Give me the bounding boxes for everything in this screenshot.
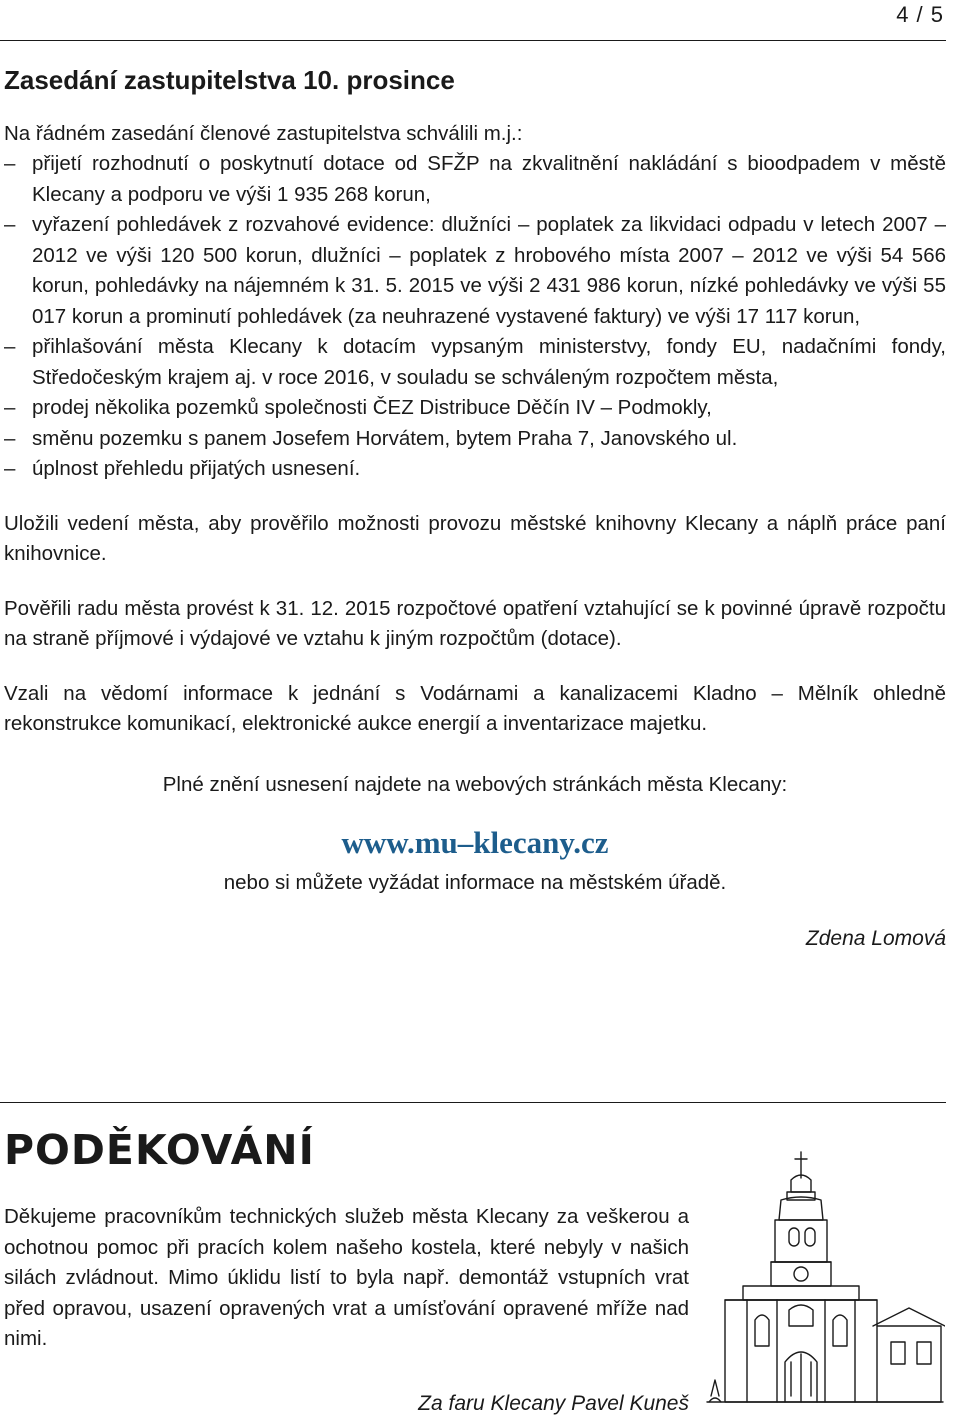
section-title: Zasedání zastupitelstva 10. prosince [4, 65, 455, 95]
top-divider [0, 40, 946, 41]
list-item [4, 454, 946, 485]
resolution-list [4, 149, 946, 485]
thanks-text: Děkujeme pracovníkům technických služeb města Klecany za veškerou a ochotnou pomoc při pracích kolem našeho kostela, které nebyly v našich silách zvládnout. Mimo úklidu listí to byla např. demontáž vstupních vrat před opravou, usazení opravených vrat a umísťování opravené mříže nad nimi. [4, 1205, 689, 1350]
website-link[interactable]: www.mu–klecany.cz [341, 824, 609, 860]
section-divider [0, 1102, 946, 1103]
list-item [4, 149, 946, 210]
thanks-signature: Za faru Klecany Pavel Kuneš [418, 1391, 689, 1415]
author-signature: Zdena Lomová [805, 926, 946, 950]
page-number: 4 / 5 [896, 2, 944, 27]
list-item-text: přihlašování města Klecany k dotacím vypsaným ministerstvy, fondy EU, nadačními fondy, Středočeským krajem aj. v roce 2016, v souladu se schváleným rozpočtem města, [32, 335, 946, 389]
intro-text: Na řádném zasedání členové zastupitelstva schválili m.j.: [4, 122, 523, 145]
budget-paragraph: Pověřili radu města provést k 31. 12. 2015 rozpočtové opatření vztahující se k povinné úpravě rozpočtu na straně příjmové i výdajové ve vztahu k jiným rozpočtům (dotace). [4, 596, 946, 650]
thanks-section [4, 1126, 689, 1419]
thanks-title: PODĚKOVÁNÍ [4, 1126, 315, 1174]
office-note: nebo si můžete vyžádat informace na městském úřadě. [223, 870, 727, 894]
list-item-text: směnu pozemku s panem Josefem Horvátem, bytem Praha 7, Janovského ul. [32, 426, 738, 450]
library-paragraph: Uložili vedení města, aby prověřilo možnosti provozu městské knihovny Klecany a náplň práce paní knihovnice. [4, 511, 946, 565]
church-drawing [705, 1150, 945, 1405]
list-item-text: přijetí rozhodnutí o poskytnutí dotace od SFŽP na zkvalitnění nakládání s bioodpadem v městě Klecany a podporu ve výši 1 935 268 korun, [32, 152, 946, 206]
dash-bullet: – [4, 152, 16, 175]
list-item-text: vyřazení pohledávek z rozvahové evidence: dlužníci – poplatek za likvidaci odpadu v letech 2007 – 2012 ve výši 120 500 korun, dlužníci – poplatek z hrobového místa 2007 – 2012 ve výši 54 566 korun, pohledávky na nájemném k 31. 5. 2015 ve výši 2 431 986 korun, nízké pohledávky ve výši 55 017 korun a prominutí pohledávek (za neuhrazené vystavené faktury) ve výši 17 117 korun, [32, 213, 946, 328]
dash-bullet: – [4, 426, 16, 450]
dash-bullet: – [4, 396, 16, 419]
list-item [4, 424, 946, 455]
water-paragraph: Vzali na vědomí informace k jednání s Vodárnami a kanalizacemi Kladno – Mělník ohledně rekonstrukce komunikací, elektronické aukce energií a inventarizace majetku. [4, 681, 946, 735]
list-item-text: úplnost přehledu přijatých usnesení. [32, 457, 361, 480]
list-item [4, 332, 946, 393]
dash-bullet: – [4, 213, 16, 236]
full-text-note: Plné znění usnesení najdete na webových stránkách města Klecany: [162, 772, 788, 796]
meeting-section [4, 63, 946, 954]
list-item [4, 393, 946, 424]
list-item [4, 210, 946, 332]
list-item-text: prodej několika pozemků společnosti ČEZ Distribuce Děčín IV – Podmokly, [32, 396, 712, 419]
dash-bullet: – [4, 335, 16, 358]
dash-bullet: – [4, 457, 16, 480]
